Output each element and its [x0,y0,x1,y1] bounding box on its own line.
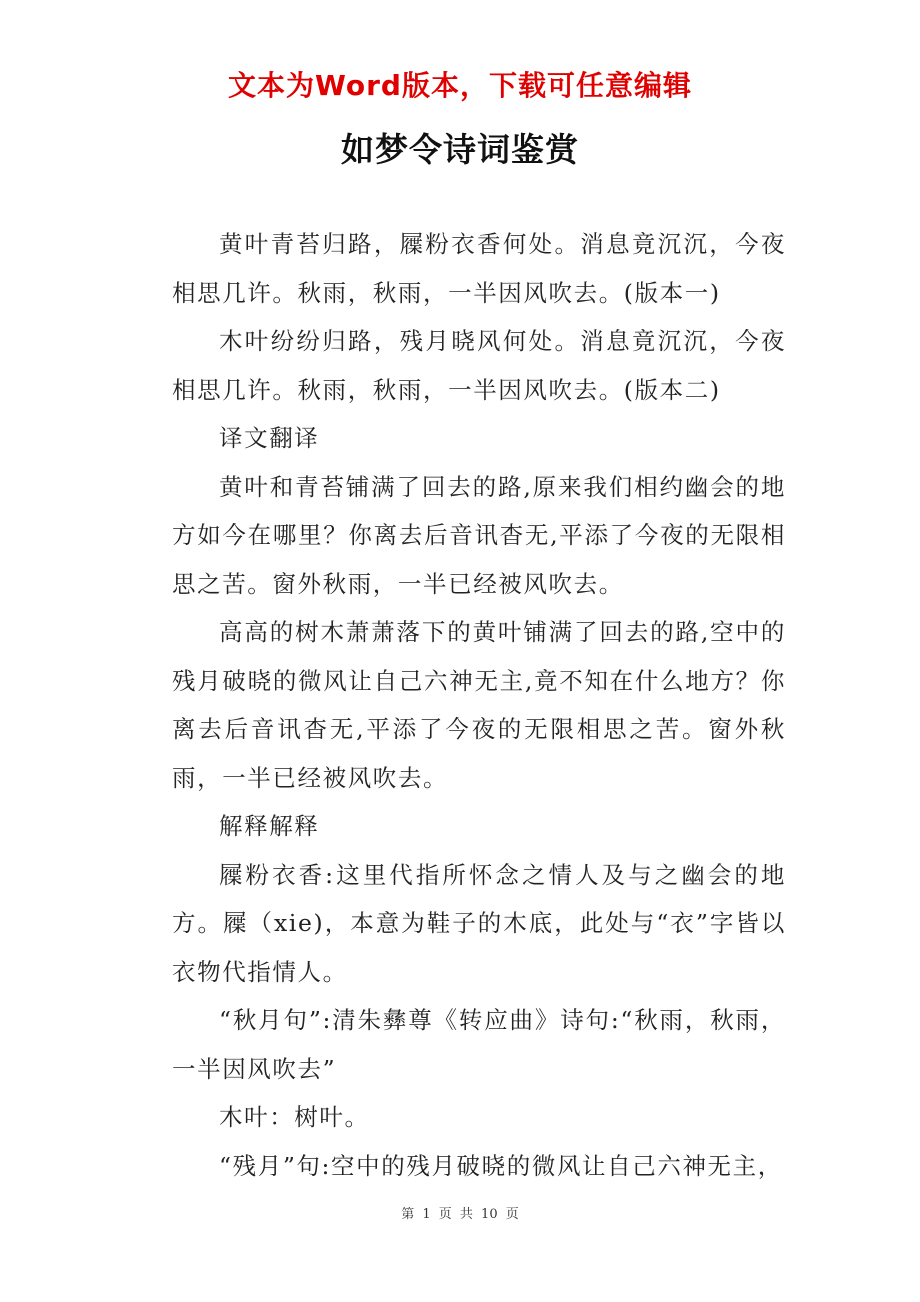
translation-paragraph-2: 高高的树木萧萧落下的黄叶铺满了回去的路,空中的残月破晓的微风让自己六神无主,竟不知在什么地方？你离去后音讯杳无,平添了今夜的无限相思之苦。窗外秋雨，一半已经被风吹去。 [172,618,786,792]
section-heading-explanation: 解释解释 [219,812,320,840]
document-body [172,220,786,1190]
explanation-paragraph-4: “残月”句:空中的残月破晓的微风让自己六神无主， [219,1151,783,1180]
translation-paragraph-1: 黄叶和青苔铺满了回去的路,原来我们相约幽会的地方如今在哪里？你离去后音讯杳无,平添了今夜的无限相思之苦。窗外秋雨，一半已经被风吹去。 [172,472,786,598]
page-footer: 第 1 页 共 10 页 [401,1207,519,1222]
poem-version-1: 黄叶青苔归路，屧粉衣香何处。消息竟沉沉，今夜相思几许。秋雨，秋雨，一半因风吹去。(版本一) [172,230,786,307]
download-banner: 文本为Word版本，下载可任意编辑 [228,69,692,102]
explanation-paragraph-3: 木叶：树叶。 [219,1103,370,1131]
document-title: 如梦令诗词鉴赏 [341,130,579,169]
section-heading-translation: 译文翻译 [219,424,320,452]
explanation-paragraph-1: 屧粉衣香:这里代指所怀念之情人及与之幽会的地方。屧（xie)，本意为鞋子的木底，此处与“衣”字皆以衣物代指情人。 [172,860,786,986]
poem-version-2: 木叶纷纷归路，残月晓风何处。消息竟沉沉，今夜相思几许。秋雨，秋雨，一半因风吹去。(版本二) [172,327,786,404]
explanation-paragraph-2: “秋月句”:清朱彝尊《转应曲》诗句:“秋雨，秋雨，一半因风吹去” [172,1006,786,1083]
